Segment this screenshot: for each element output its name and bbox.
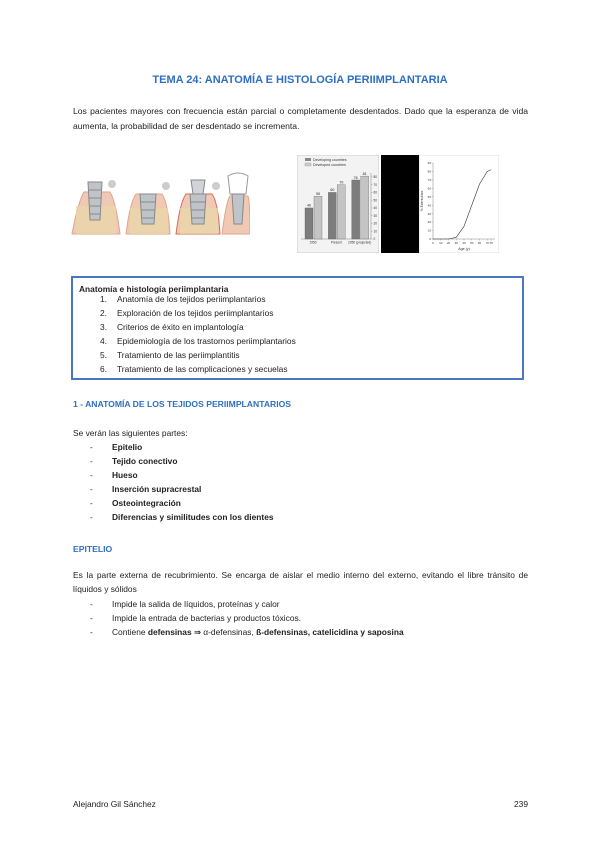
bar-y-tick-label: 80 [373,175,378,180]
line-y-tick-label: 90 [427,161,431,166]
line-y-tick-label: 40 [427,203,431,208]
bar-y-tick-label: 10 [373,229,378,234]
line-x-tick-label: 0 [432,241,434,245]
line-y-tick-label: 60 [427,186,431,191]
list-item: - Epitelio [90,442,143,452]
implant-stage-2 [126,182,170,234]
bar-y-tick-label: 50 [373,198,378,203]
line-x-tick-label: 10 [439,241,443,245]
bar-y-tick-label: 30 [373,213,378,218]
epitelio-list [90,597,404,639]
outline-item: 6. Tratamiento de las complicaciones y secuelas [100,364,288,374]
line-y-tick-label: 70 [427,177,431,182]
list-item: - Osteointegración [90,498,181,508]
legend-swatch-developed [305,163,311,166]
bar [361,176,369,239]
bar [352,180,360,239]
list-item: - Contiene defensinas ⇒ α-defensinas, ß-defensinas, catelicidina y saposina [90,627,404,637]
list-item: - Impide la entrada de bacterias y productos tóxicos. [90,613,302,623]
outline-item: 5. Tratamiento de las periimplantitis [100,350,240,360]
bar-data-label: 60 [330,188,335,193]
bar [314,196,322,239]
implant-stage-4 [222,173,250,234]
line-x-tick-label: 20 [446,241,451,245]
list-item: - Tejido conectivo [90,456,178,466]
bar-y-tick-label: 20 [373,221,378,226]
implant-stage-1 [72,180,120,234]
outline-item: 3. Criterios de éxito en implantología [100,322,244,332]
list-item: - Impide la salida de líquidos, proteínas y calor [90,599,280,609]
bar-category-label: 1950 [309,240,317,245]
outline-title: Anatomía e histología periimplantaria [79,284,229,294]
implant-stages-illustration [70,172,250,242]
bar-data-label: 40 [307,203,311,208]
bar-y-tick-label: 60 [373,190,378,195]
edentulism-bar-chart [297,155,379,253]
intro-paragraph: Los pacientes mayores con frecuencia están parcial o completamente desdentados. Dado que la esperanza de vida aumenta, la probabilidad de ser desdentado se incrementa. [73,106,528,131]
line-chart-frame [419,155,499,253]
edentulism-age-line-chart [419,155,499,253]
outline-item: 4. Epidemiología de los trastornos periimplantarios [100,336,296,346]
footer-page-number: 239 [514,799,528,809]
legend-swatch-developing [305,158,311,161]
bar-category-label: Present [330,240,342,245]
legend-developing: Developing countries [313,158,347,162]
list-item: - Diferencias y similitudes con los dientes [90,512,274,522]
line-chart-xlabel: Age (y) [458,247,470,251]
line-y-tick-label: 80 [427,169,431,174]
outline-item: 1. Anatomía de los tejidos periimplantarios [100,294,266,304]
bar-data-label: 81 [362,171,367,176]
section-heading-anatomy: 1 - ANATOMÍA DE LOS TEJIDOS PERIIMPLANTARIOS [73,399,292,409]
page-title: TEMA 24: ANATOMÍA E HISTOLOGÍA PERIIMPLANTARIA [152,74,448,86]
outline-box [71,276,524,380]
line-y-tick-label: 20 [427,220,431,225]
bar [337,185,345,239]
line-chart-ylabel: % Edentulism [420,190,424,212]
section-lead: Se verán las siguientes partes: [73,428,188,438]
bar-y-tick-label: 40 [373,206,378,211]
bar-y-tick-label: 0 [373,237,376,242]
outline-list [73,292,296,376]
bar [328,192,336,239]
bar-y-tick-label: 70 [373,182,378,187]
parts-list [90,440,274,524]
bar-data-label: 55 [316,192,320,197]
line-y-tick-label: 30 [427,211,431,216]
list-item: - Hueso [90,470,138,480]
outline-item: 2. Exploración de los tejidos periimplantarios [100,308,274,318]
list-item: - Inserción supracrestal [90,484,202,494]
line-y-tick-label: 10 [427,228,431,233]
epitelio-paragraph: Es la parte externa de recubrimiento. Se encarga de aislar el medio interno del externo, evitando el libre tránsito de líquidos y sólidos [73,570,528,594]
footer-author: Alejandro Gil Sánchez [73,799,156,809]
legend-developed: Developed countries [313,163,346,167]
line-y-tick-label: 50 [427,194,431,199]
line-x-tick-label: 50 [470,241,474,245]
section-heading-epitelio: EPITELIO [73,544,113,554]
line-y-tick-label: 0 [429,237,431,242]
line-x-tick-label: 75 [489,241,493,245]
line-x-tick-label: 30 [454,241,458,245]
line-x-tick-label: 70 [485,241,489,245]
bar [305,208,313,239]
bar-category-label: 2050 (projected) [348,240,372,245]
implant-stage-3 [176,180,220,234]
bar-data-label: 76 [353,175,358,180]
bar-data-label: 70 [339,180,344,185]
line-x-tick-label: 60 [477,241,482,245]
figure-black-panel [381,155,419,253]
line-x-tick-label: 40 [462,241,466,245]
